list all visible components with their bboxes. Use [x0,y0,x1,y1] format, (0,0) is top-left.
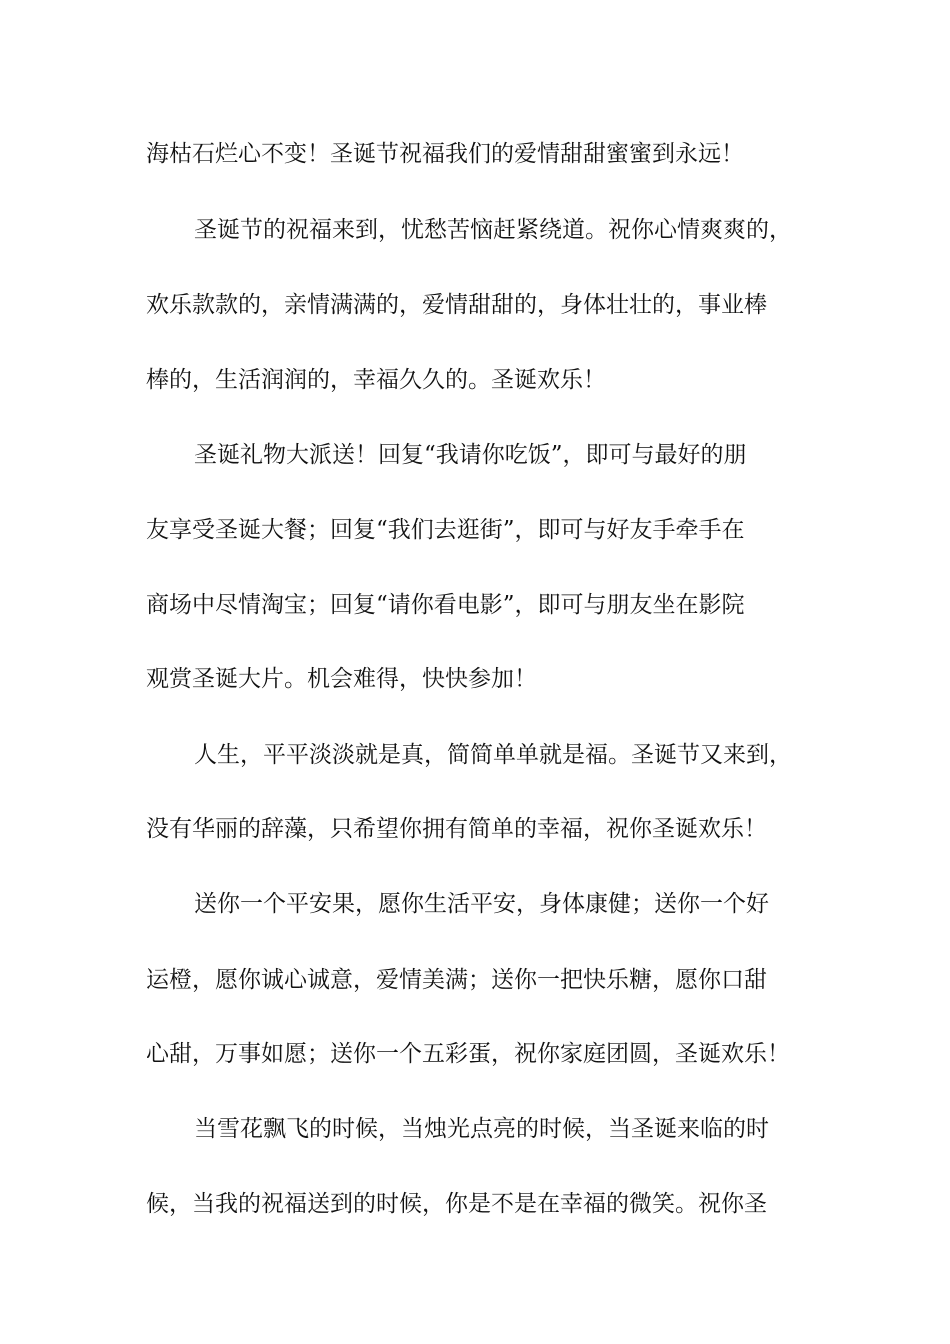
text-line: 运橙，愿你诚心诚意，爱情美满；送你一把快乐糖，愿你口甜 [146,967,767,993]
paragraph-start-line: 送你一个平安果，愿你生活平安，身体康健；送你一个好 [194,891,769,917]
text-line: 心甜，万事如愿；送你一个五彩蛋，祝你家庭团圆，圣诞欢乐！ [146,1041,790,1067]
text-line: 棒的，生活润润的，幸福久久的。圣诞欢乐！ [146,367,606,393]
paragraph-start-line: 圣诞节的祝福来到，忧愁苦恼赶紧绕道。祝你心情爽爽的， [194,217,792,243]
paragraph-start-line: 人生，平平淡淡就是真，简简单单就是福。圣诞节又来到， [194,742,792,768]
paragraph-start-line: 圣诞礼物大派送！回复“我请你吃饭”，即可与最好的朋 [194,442,747,468]
text-line: 商场中尽情淘宝；回复“请你看电影”，即可与朋友坐在影院 [146,592,745,618]
text-line: 友享受圣诞大餐；回复“我们去逛街”，即可与好友手牵手在 [146,517,745,543]
text-line: 海枯石烂心不变！圣诞节祝福我们的爱情甜甜蜜蜜到永远！ [146,141,744,167]
text-line: 没有华丽的辞藻，只希望你拥有简单的幸福，祝你圣诞欢乐！ [146,816,767,842]
text-line: 观赏圣诞大片。机会难得，快快参加！ [146,666,537,692]
text-line: 欢乐款款的，亲情满满的，爱情甜甜的，身体壮壮的，事业棒 [146,292,767,318]
text-line: 候，当我的祝福送到的时候，你是不是在幸福的微笑。祝你圣 [146,1191,767,1217]
paragraph-start-line: 当雪花飘飞的时候，当烛光点亮的时候，当圣诞来临的时 [194,1116,769,1142]
